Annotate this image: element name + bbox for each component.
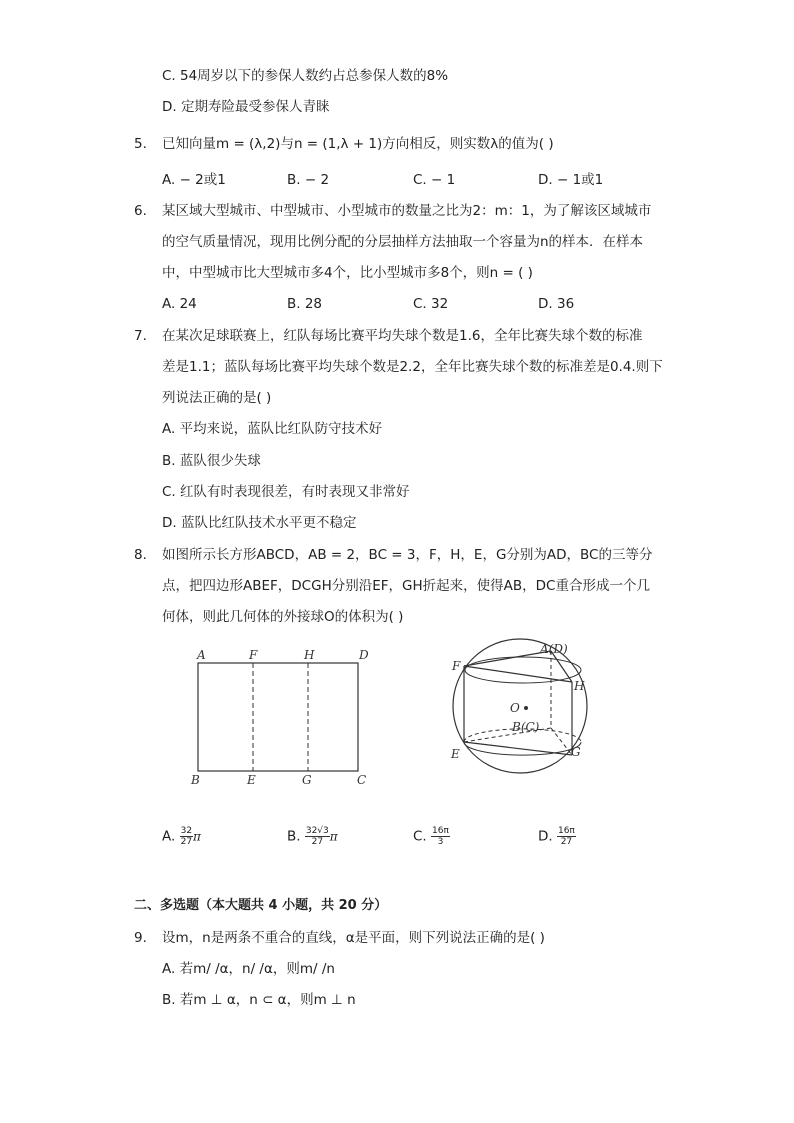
q5-stem: 已知向量m = (λ,2)与n = (1,λ + 1)方向相反，则实数λ的值为( ) <box>162 136 554 152</box>
fraction-numerator: 16π <box>557 826 575 836</box>
label-e: E <box>247 773 256 787</box>
q7-option-c: C. 红队有时表现很差，有时表现又非常好 <box>162 484 410 500</box>
q5-option-d: D. − 1或1 <box>538 172 604 188</box>
q8-option-c <box>413 826 450 847</box>
q6-option-d: D. 36 <box>538 296 575 312</box>
label-f: F <box>249 648 258 662</box>
q9-stem: 设m，n是两条不重合的直线，α是平面，则下列说法正确的是( ) <box>162 930 545 946</box>
q8-option-d-letter: D. <box>538 828 553 845</box>
q9-option-b: B. 若m ⊥ α，n ⊂ α，则m ⊥ n <box>162 992 356 1008</box>
q6-line-2: 的空气质量情况，现用比例分配的分层抽样方法抽取一个容量为n的样本．在样本 <box>162 234 644 250</box>
figure-rectangle-abcd <box>185 645 385 790</box>
q6-number: 6. <box>134 203 147 219</box>
q5-option-c: C. − 1 <box>413 172 456 188</box>
q9-option-a: A. 若m/ /α，n/ /α，则m/ /n <box>162 961 335 977</box>
label-c: C <box>357 773 367 787</box>
q6-option-a: A. 24 <box>162 296 197 312</box>
edge-f-h <box>464 666 572 682</box>
label-h: H <box>304 648 315 662</box>
q8-number: 8. <box>134 547 147 563</box>
q7-option-a: A. 平均来说，蓝队比红队防守技术好 <box>162 421 383 437</box>
q7-line-1: 在某次足球联赛上，红队每场比赛平均失球个数是1.6，全年比赛失球个数的标准 <box>162 328 643 344</box>
fraction-numerator: 32√3 <box>305 826 329 836</box>
q7-line-3: 列说法正确的是( ) <box>162 390 272 406</box>
edge-e-g <box>464 742 572 755</box>
q6-line-1: 某区域大型城市、中型城市、小型城市的数量之比为2：m：1，为了解该区域城市 <box>162 203 652 219</box>
q6-option-b: B. 28 <box>287 296 323 312</box>
q6-line-3: 中，中型城市比大型城市多4个，比小型城市多8个，则n = ( ) <box>162 265 533 281</box>
q8-option-a <box>162 826 201 847</box>
label-d: D <box>359 648 369 662</box>
q8-option-c-fraction <box>431 826 450 847</box>
q8-line-3: 何体，则此几何体的外接球O的体积为( ) <box>162 609 404 625</box>
q8-option-a-letter: A. <box>162 828 176 845</box>
label-e: E <box>451 747 460 761</box>
edge-f-a <box>464 651 551 666</box>
label-b: B <box>191 773 200 787</box>
center-point-o <box>524 706 528 710</box>
q8-option-c-letter: C. <box>413 828 427 845</box>
q7-number: 7. <box>134 328 147 344</box>
q8-option-b-letter: B. <box>287 828 301 845</box>
q8-option-b <box>287 826 338 847</box>
fraction-numerator: 32 <box>180 826 193 836</box>
fraction-denominator: 27 <box>180 837 193 847</box>
q5-option-b: B. − 2 <box>287 172 330 188</box>
q8-option-a-fraction <box>180 826 193 847</box>
q9-number: 9. <box>134 930 147 946</box>
pi-suffix: π <box>193 829 201 844</box>
q4-option-c: C. 54周岁以下的参保人数约占总参保人数的8% <box>162 68 449 84</box>
label-o: O <box>510 701 520 715</box>
q5-number: 5. <box>134 136 147 152</box>
q8-line-1: 如图所示长方形ABCD，AB = 2，BC = 3，F，H，E，G分别为AD，BC的三等分 <box>162 547 653 563</box>
fraction-numerator: 16π <box>432 826 449 836</box>
label-f: F <box>452 659 461 673</box>
figure-sphere-prism <box>440 630 600 790</box>
section-heading-multiple-choice: 二、多选题（本大题共 4 小题，共 20 分） <box>134 898 388 913</box>
label-b-c: B(C) <box>512 720 540 734</box>
q5-option-a: A. − 2或1 <box>162 172 226 188</box>
q6-option-c: C. 32 <box>413 296 449 312</box>
fraction-denominator: 27 <box>311 837 324 847</box>
q7-option-d: D. 蓝队比红队技术水平更不稳定 <box>162 515 357 531</box>
q8-option-b-fraction <box>305 826 330 847</box>
sphere-outline <box>453 639 587 773</box>
rectangle-outline <box>198 663 358 771</box>
fraction-denominator: 3 <box>437 837 444 847</box>
label-a: A <box>197 648 206 662</box>
label-h: H <box>574 679 585 693</box>
q4-option-d: D. 定期寿险最受参保人青睐 <box>162 99 330 115</box>
q8-option-d <box>538 826 576 847</box>
label-g: G <box>571 745 581 759</box>
label-g: G <box>302 773 312 787</box>
label-a-d: A(D) <box>540 642 568 656</box>
q8-line-2: 点，把四边形ABEF，DCGH分别沿EF，GH折起来，使得AB，DC重合形成一个几 <box>162 578 650 594</box>
q7-line-2: 差是1.1；蓝队每场比赛平均失球个数是2.2，全年比赛失球个数的标准差是0.4.则下 <box>162 359 663 375</box>
fraction-denominator: 27 <box>560 837 573 847</box>
q8-option-d-fraction <box>557 826 576 847</box>
q7-option-b: B. 蓝队很少失球 <box>162 453 261 469</box>
pi-suffix: π <box>329 829 338 844</box>
